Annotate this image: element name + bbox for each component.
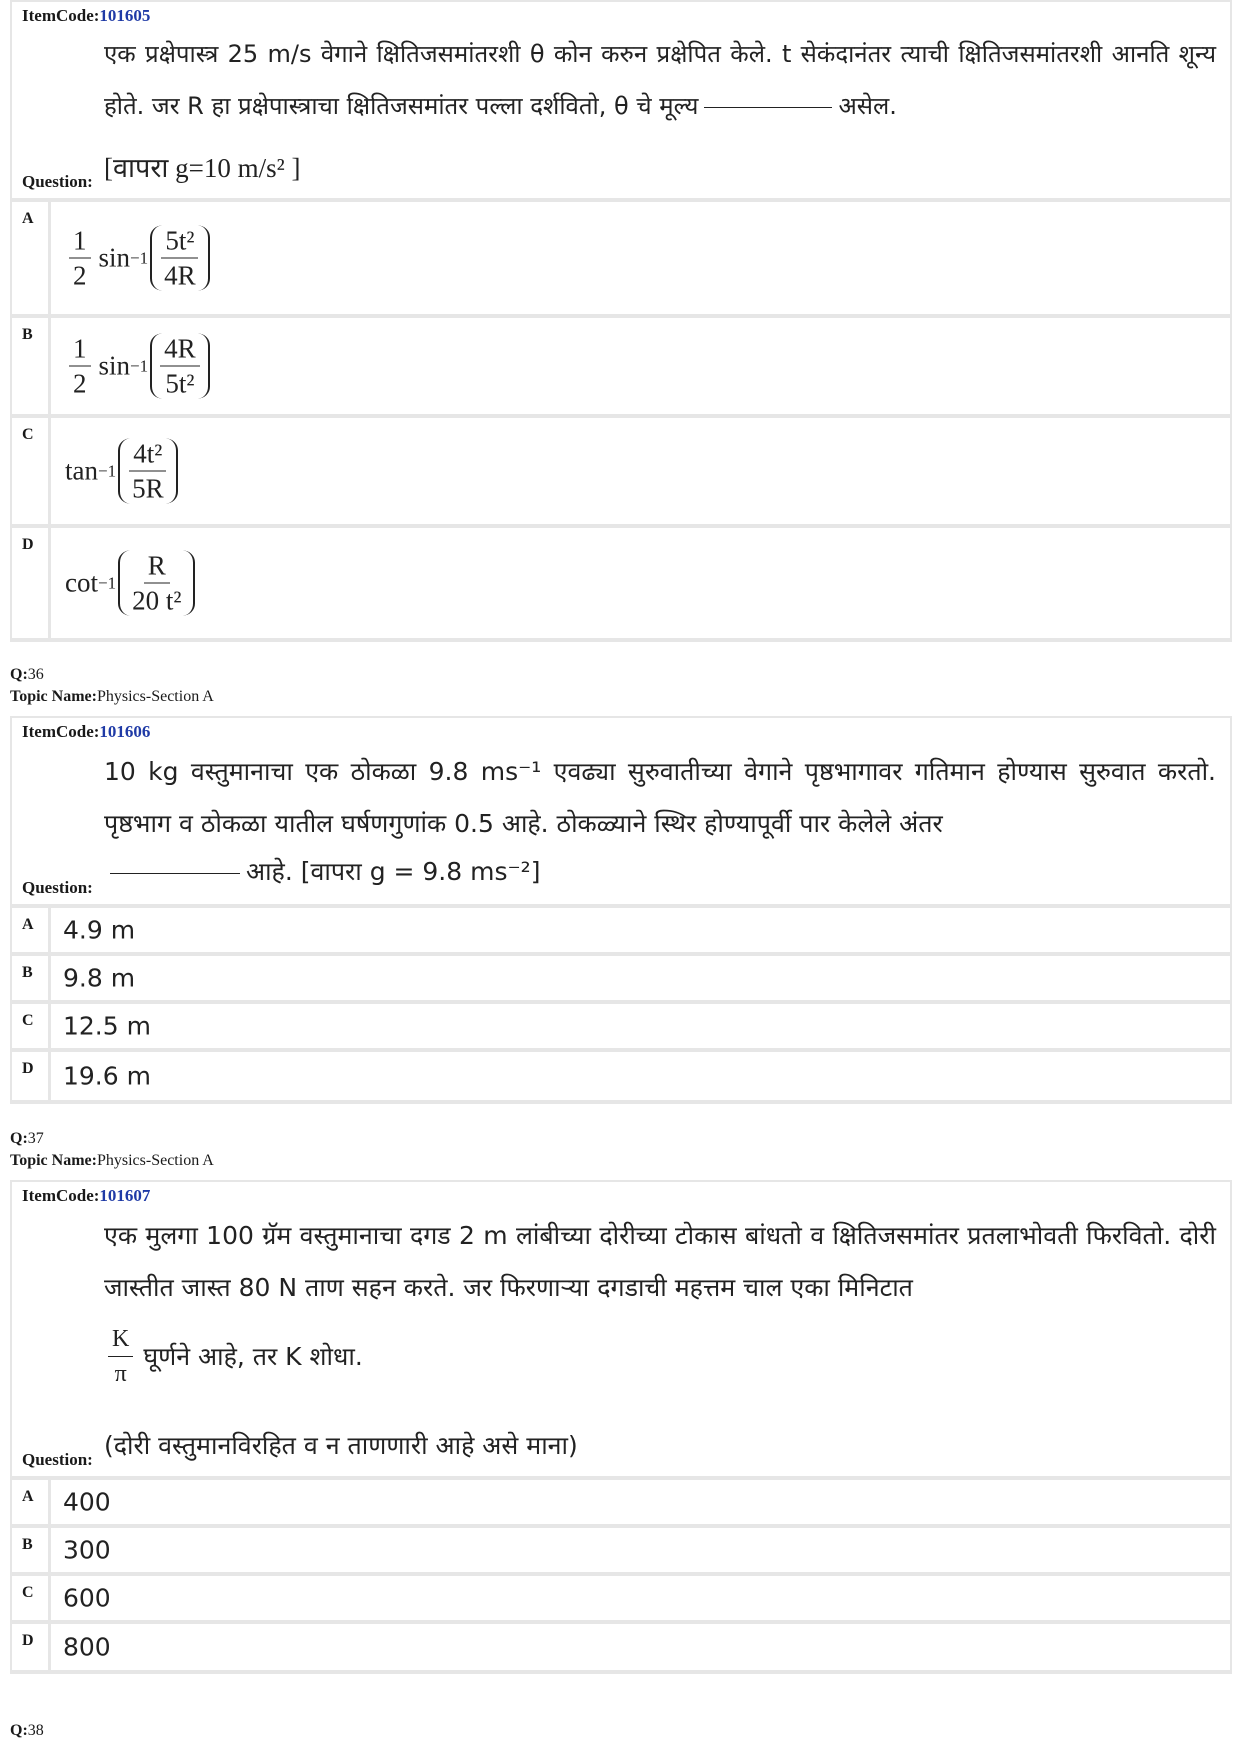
item-code-value: 101605: [99, 6, 151, 25]
item-code-value: 101606: [99, 722, 151, 741]
option-text: 800: [63, 1632, 111, 1662]
option-a[interactable]: [12, 202, 1230, 314]
question-number-38: Q:38: [10, 1722, 44, 1739]
answer-blank: [704, 107, 832, 108]
question-label: Question:: [22, 1450, 93, 1469]
question-cell: [12, 718, 1230, 904]
option-text: 12.5 m: [63, 1011, 151, 1041]
option-math: $\frac{1}{2}$ sin −1 $\frac{4R}{\text{5t²}}$: [65, 334, 210, 399]
option-text: 300: [63, 1535, 111, 1565]
option-math: cot −1 $\frac{R}{\text{20 t²}}$: [65, 551, 195, 616]
option-c[interactable]: C 600: [12, 1576, 1230, 1620]
option-d[interactable]: D 19.6 m: [12, 1052, 1230, 1100]
question-block-36: [10, 716, 1232, 1104]
question-label: Question:: [22, 172, 93, 191]
option-letter: B: [22, 326, 33, 343]
topic-name-37: Topic Name:Physics-Section A: [10, 1152, 214, 1169]
question-text: एक मुलगा 100 ग्रॅम वस्तुमानाचा दगड 2 m लांबीच्या दोरीच्या टोकास बांधतो व क्षितिजसमांतर प्रतलाभोवती फिरवितो. दोरी जास्तीत जास्त 80 N ताण सहन करते. जर फिरणाऱ्या दगडाची महत्तम चाल एका मिनिटात: [104, 1221, 1216, 1302]
question-number-36: Q:36: [10, 666, 44, 683]
question-cell: [12, 2, 1230, 198]
question-block-37: [10, 1180, 1232, 1674]
item-code: ItemCode:101605: [22, 6, 151, 25]
question-label: Question:: [22, 878, 93, 897]
question-text-line3: आहे. [वापरा g = 9.8 ms⁻²]: [104, 846, 1216, 898]
option-text: 600: [63, 1583, 111, 1613]
question-cell: [12, 1182, 1230, 1476]
option-text: 19.6 m: [63, 1061, 151, 1091]
option-d[interactable]: D 800: [12, 1624, 1230, 1670]
question-block-35: [10, 0, 1232, 642]
option-math: $\frac{1}{2}$ sin −1 $\frac{\text{5t²}}{4R}$: [65, 226, 210, 291]
question-text-line3: $\frac{K}{\pi}$ घूर्णने आहे, तर K शोधा.: [104, 1324, 1216, 1389]
item-code-value: 101607: [99, 1186, 151, 1205]
question-number-37: Q:37: [10, 1130, 44, 1147]
question-text-line4: (दोरी वस्तुमानविरहित व न ताणणारी आहे असे माना): [104, 1431, 578, 1460]
question-text: 10 kg वस्तुमानाचा एक ठोकळा 9.8 ms⁻¹ एवढ्या सुरुवातीच्या वेगाने पृष्ठभागावर गतिमान होण्यास सुरुवात करतो. पृष्ठभाग व ठोकळा यातील घर्षणगुणांक 0.5 आहे. ठोकळ्याने स्थिर होण्यापूर्वी पार केलेले अंतर: [104, 757, 1216, 838]
option-c[interactable]: [12, 418, 1230, 524]
option-a[interactable]: A 4.9 m: [12, 908, 1230, 952]
item-code: ItemCode:101607: [22, 1186, 151, 1205]
option-math: tan −1 $\frac{\text{4t²}}{5R}$: [65, 439, 178, 504]
option-text: 400: [63, 1487, 111, 1517]
question-text-line3: [वापरा g=10 m/s² ]: [104, 153, 301, 183]
option-b[interactable]: B 9.8 m: [12, 956, 1230, 1000]
option-letter: C: [22, 426, 34, 443]
option-letter: D: [22, 536, 34, 553]
option-text: 4.9 m: [63, 915, 136, 945]
option-d[interactable]: [12, 528, 1230, 638]
option-a[interactable]: A 400: [12, 1480, 1230, 1524]
option-letter: A: [22, 210, 34, 227]
option-b[interactable]: B 300: [12, 1528, 1230, 1572]
item-code: ItemCode:101606: [22, 722, 151, 741]
answer-blank: [110, 873, 240, 874]
option-text: 9.8 m: [63, 963, 136, 993]
question-text: एक प्रक्षेपास्त्र 25 m/s वेगाने क्षितिजसमांतरशी θ कोन करुन प्रक्षेपित केले. t सेकंदानंतर त्याची क्षितिजसमांतरशी आनति शून्य होते. जर R हा प्रक्षेपास्त्राचा क्षितिजसमांतर पल्ला दर्शवितो, θ चे मूल्य असेल.: [104, 40, 1216, 120]
option-b[interactable]: [12, 318, 1230, 414]
option-c[interactable]: C 12.5 m: [12, 1004, 1230, 1048]
topic-name-36: Topic Name:Physics-Section A: [10, 688, 214, 705]
